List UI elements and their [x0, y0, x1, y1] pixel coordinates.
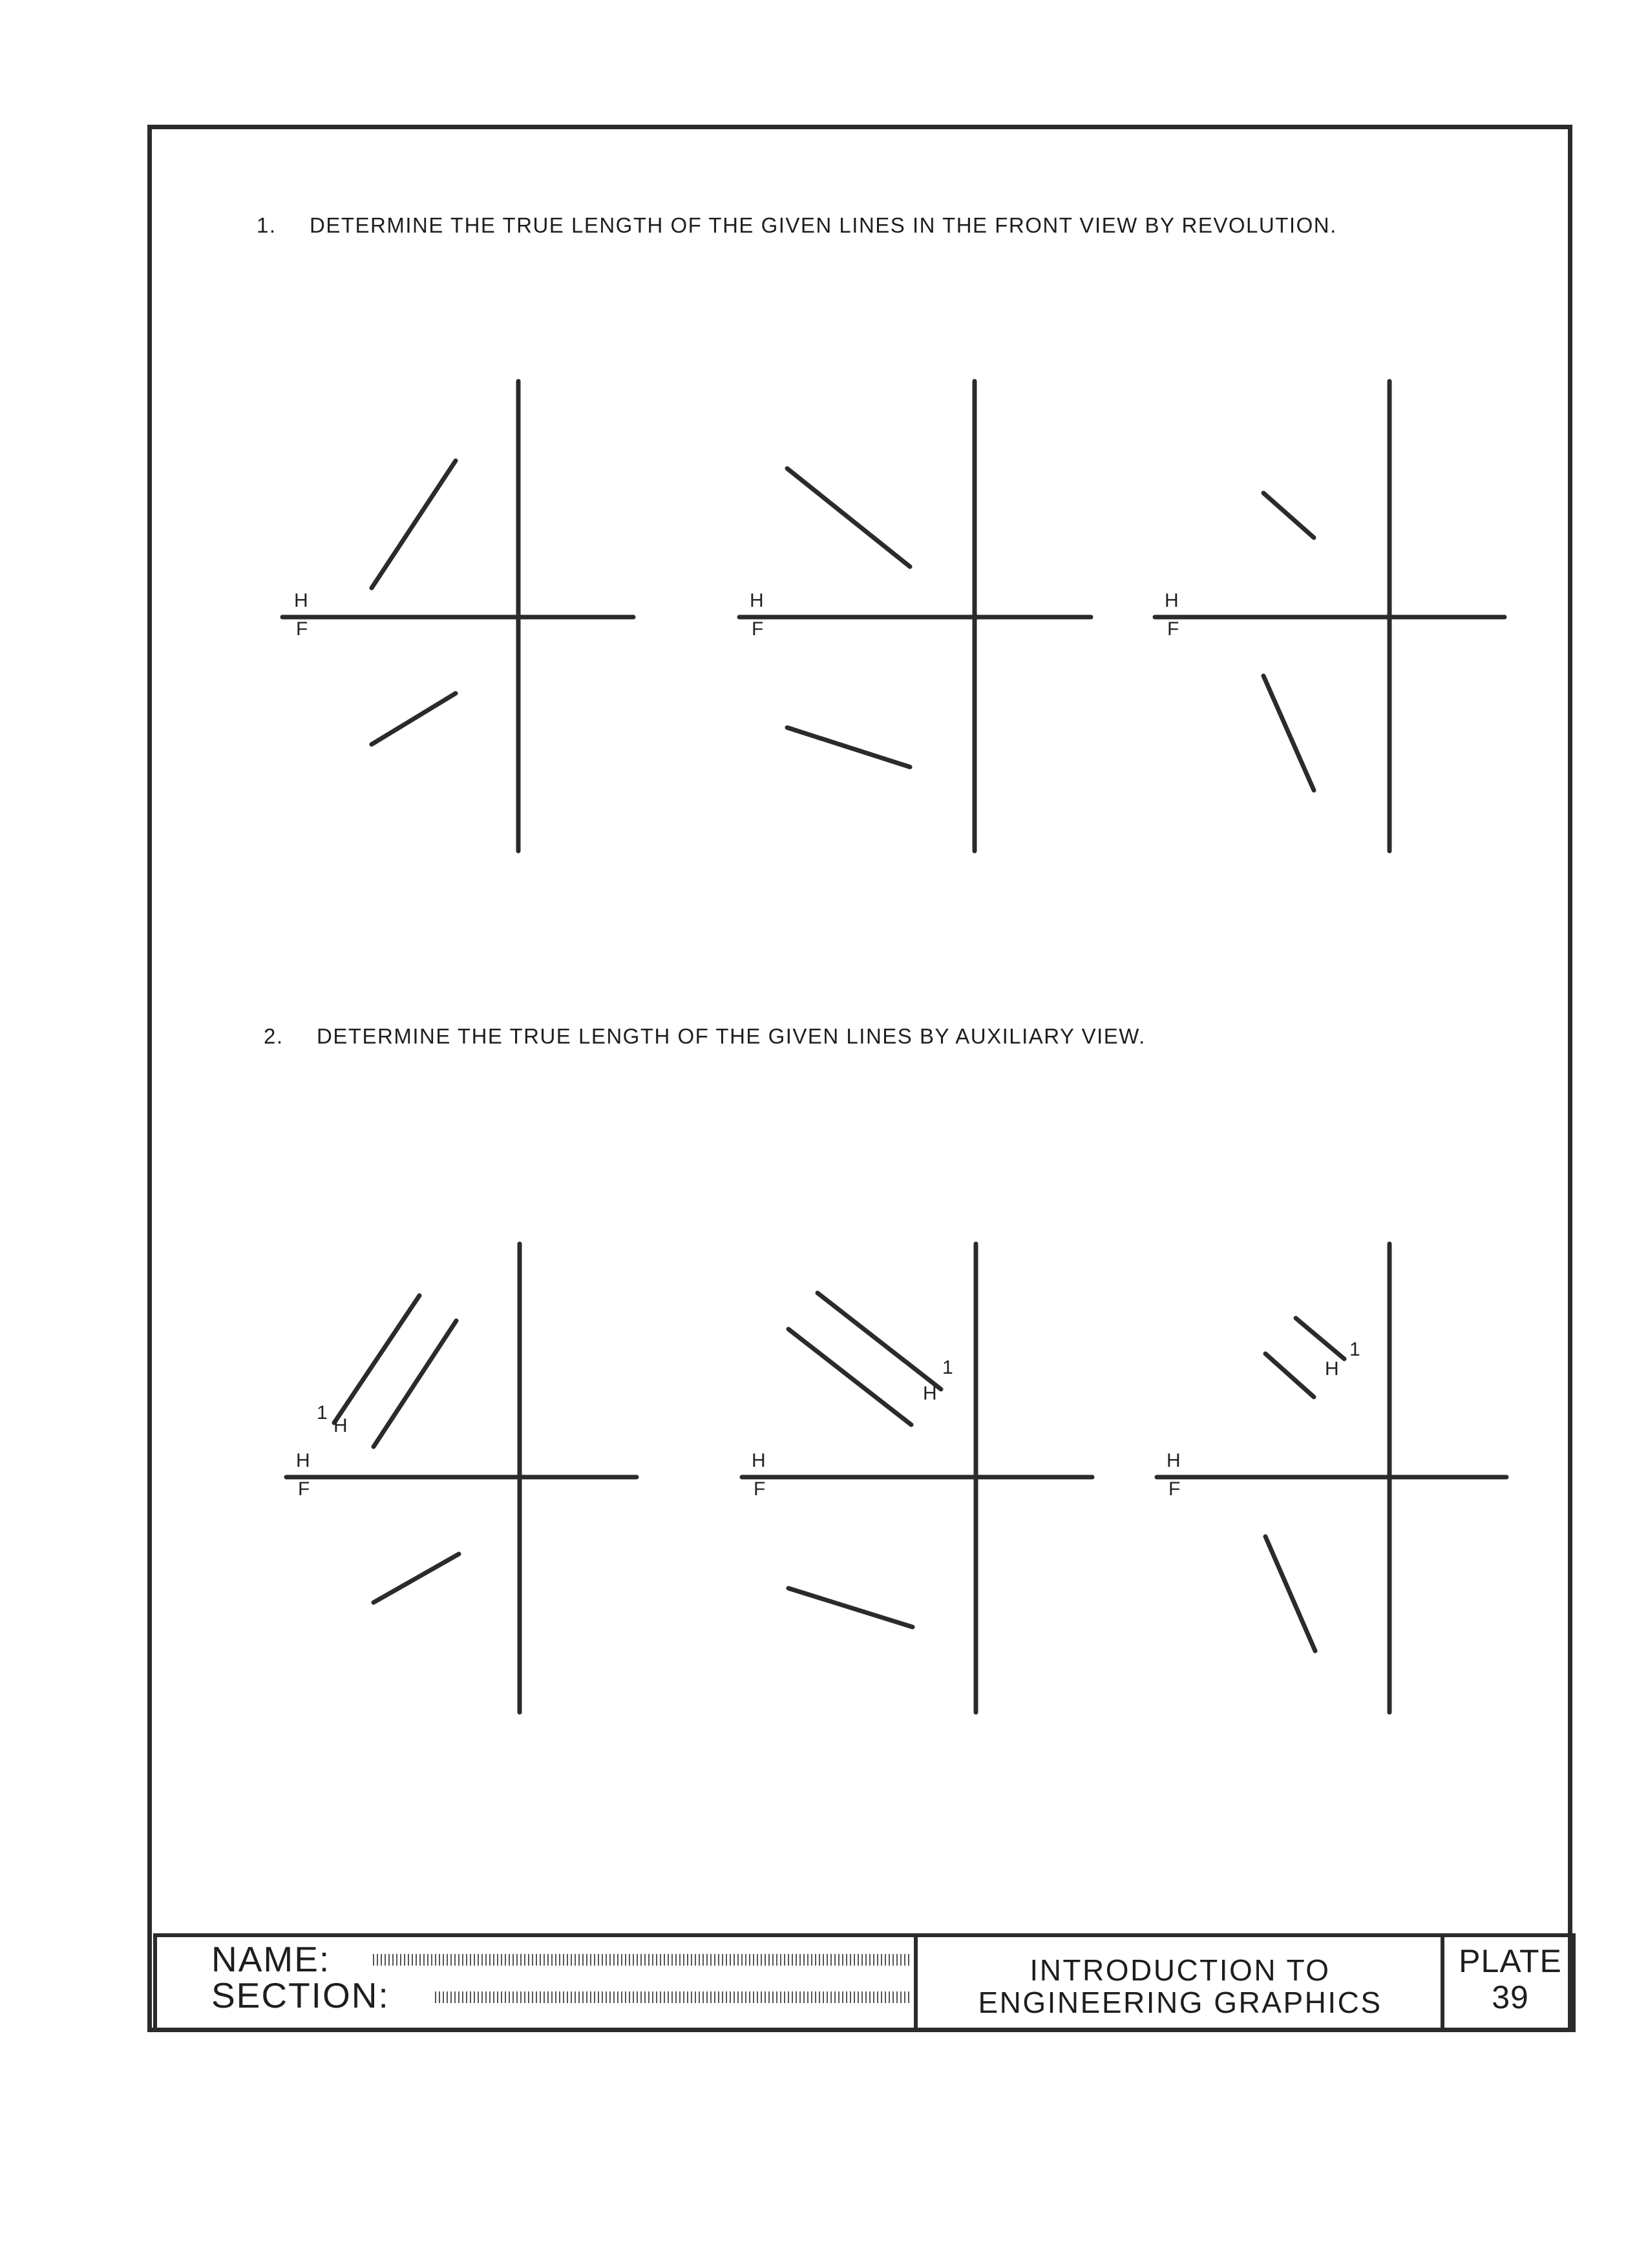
p1b-top-view-line: [787, 468, 910, 567]
p1b-front-view-line: [787, 728, 910, 767]
plate-number: 39: [1492, 1979, 1529, 2015]
p2c-label-f: F: [1168, 1478, 1181, 1500]
p2b-aux-label-1: 1: [942, 1357, 953, 1378]
p2c-aux-label-h: H: [1325, 1358, 1339, 1380]
p2-figure-c: [1157, 1244, 1506, 1712]
p1a-label-h: H: [294, 590, 308, 611]
problem-1-number: 1.: [257, 213, 277, 237]
p2c-aux-label-1: 1: [1349, 1339, 1360, 1360]
p2c-front-view-line: [1265, 1537, 1315, 1651]
title-block: [153, 1933, 1578, 2032]
problem-2-number: 2.: [264, 1024, 284, 1048]
p1c-front-view-line: [1263, 676, 1314, 790]
p1-figure-a: [282, 381, 633, 851]
p1a-label-f: F: [296, 618, 308, 640]
p2-figure-a: [286, 1244, 637, 1712]
p1c-label-h: H: [1165, 590, 1179, 611]
p2a-label-h: H: [296, 1450, 310, 1471]
p2a-label-f: F: [298, 1478, 310, 1500]
p2a-auxiliary-fold-line: [334, 1296, 419, 1423]
p2c-auxiliary-fold-line: [1296, 1318, 1344, 1359]
p1b-label-h: H: [750, 590, 764, 611]
p1c-top-view-line: [1263, 493, 1314, 538]
section-label: SECTION:: [211, 1975, 390, 2015]
p2a-aux-label-1: 1: [317, 1402, 328, 1423]
p1-figure-c: [1155, 381, 1505, 851]
p2b-label-f: F: [754, 1478, 766, 1500]
section-field[interactable]: [435, 1991, 909, 2003]
p2a-front-view-line: [374, 1554, 459, 1602]
p2-figure-b: [742, 1244, 1092, 1712]
name-label: NAME:: [211, 1939, 331, 1979]
p1a-front-view-line: [372, 693, 456, 744]
p2b-aux-label-h: H: [923, 1383, 937, 1404]
p1c-label-f: F: [1167, 618, 1179, 640]
p2b-front-view-line: [788, 1588, 913, 1627]
p2a-aux-label-h: H: [333, 1415, 348, 1436]
p2b-label-h: H: [752, 1450, 766, 1471]
p2b-auxiliary-fold-line: [818, 1293, 941, 1389]
p1b-label-f: F: [752, 618, 764, 640]
p2b-top-view-line: [788, 1329, 911, 1425]
course-title-line-2: ENGINEERING GRAPHICS: [978, 1986, 1382, 2019]
name-field[interactable]: [373, 1954, 909, 1966]
p1a-top-view-line: [372, 461, 456, 588]
p2c-top-view-line: [1265, 1354, 1314, 1397]
problem-1-text: DETERMINE THE TRUE LENGTH OF THE GIVEN LINES IN THE FRONT VIEW BY REVOLUTION.: [310, 213, 1337, 237]
problem-2-text: DETERMINE THE TRUE LENGTH OF THE GIVEN LINES BY AUXILIARY VIEW.: [317, 1024, 1146, 1048]
p2a-top-view-line: [374, 1321, 456, 1447]
p1-figure-b: [739, 381, 1091, 851]
plate-label: PLATE: [1459, 1943, 1562, 1979]
p2c-label-h: H: [1167, 1450, 1181, 1471]
course-title-line-1: INTRODUCTION TO: [1030, 1953, 1331, 1987]
